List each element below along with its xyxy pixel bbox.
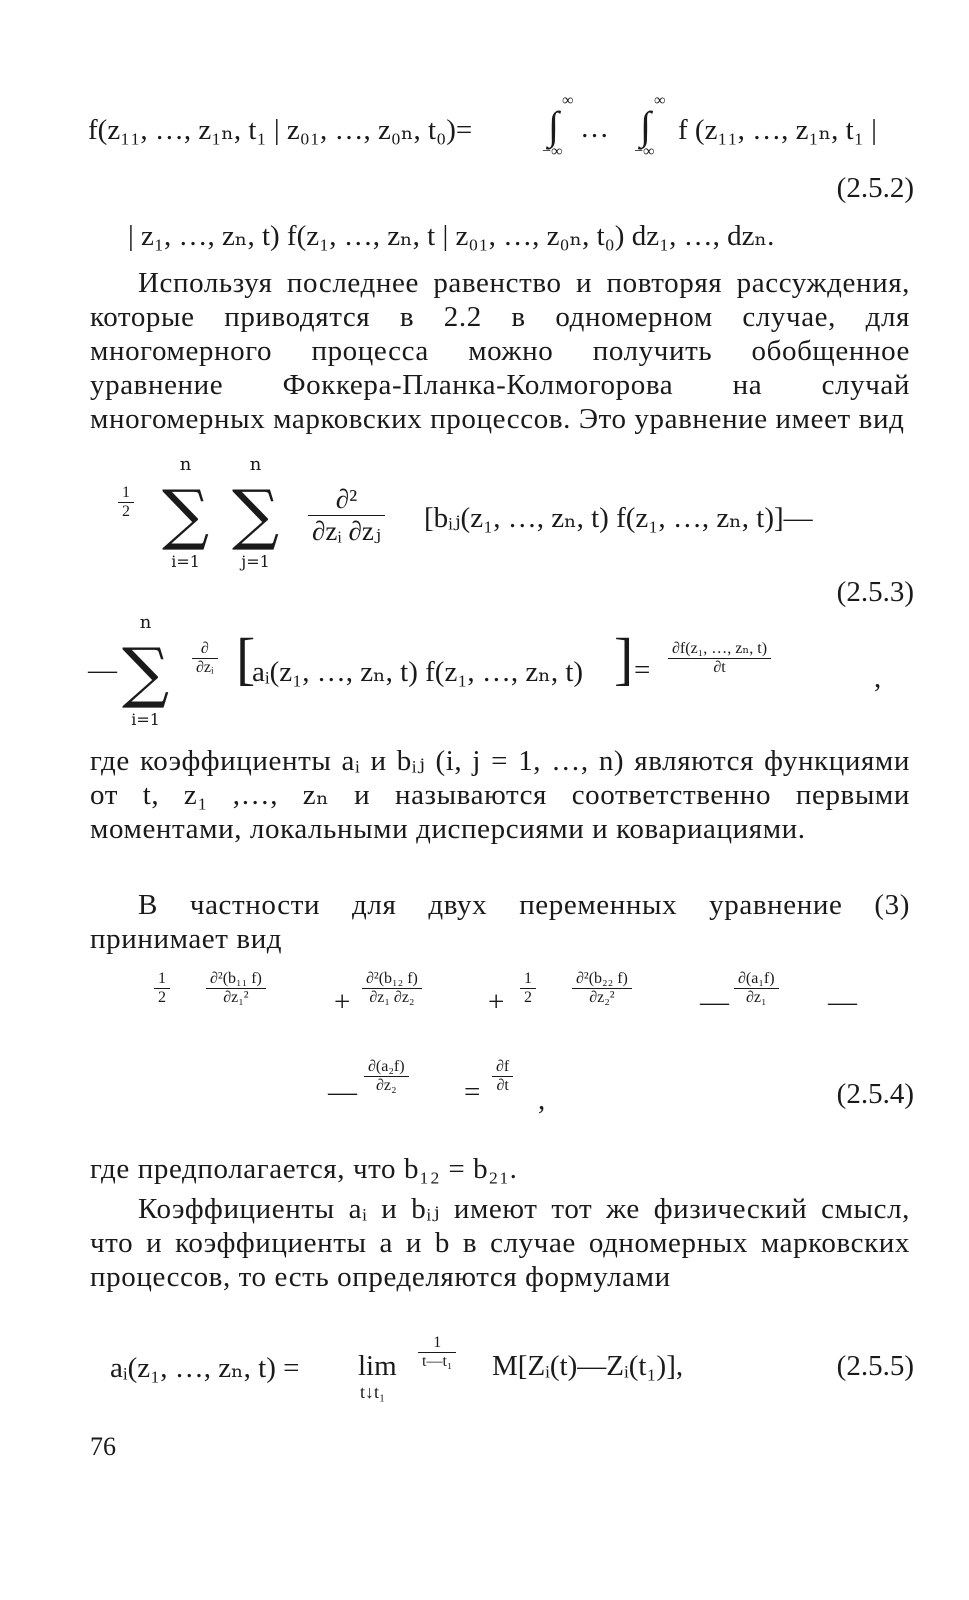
second-derivative [308,484,385,547]
minus-sign: — [88,654,117,686]
fraction-den: ∂zᵢ [196,659,214,676]
fraction-num: ∂(a₁f) [734,970,779,989]
plus-sign: + [334,986,351,1018]
fraction-num: ∂(a₂f) [364,1058,409,1077]
fraction [154,970,170,1007]
fraction-num: ∂f(z₁, …, zₙ, t) [668,638,771,659]
fraction [572,970,632,1007]
fraction [364,1058,409,1095]
equation-2-5-3 [88,454,918,732]
fraction-den: 2 [158,989,166,1006]
fraction-num: 1 [118,484,134,503]
sum-symbol: ∑ n i=1 [122,612,170,729]
fraction [734,970,779,1007]
sum-upper: n [139,612,152,633]
paragraph: Используя последнее равенство и повторяя рассуждения, которые приводятся в 2.2 в одномерном случае, для многомерного процесса можно получить обобщенное уравнение Фоккера-Планка-Колмогорова на случай многомерных марковских процессов. Это уравнение имеет вид [90,267,910,435]
fraction-num: ∂²(b₁₂ f) [362,970,422,989]
fraction [206,970,266,1007]
equation-number: (2.5.2) [836,172,914,204]
fraction-num: 1 [154,970,170,989]
page-number: 76 [90,1432,116,1461]
drift-term: aᵢ(z₁, …, zₙ, t) f(z₁, …, zₙ, t) [252,656,584,688]
right-bracket: ] [614,626,634,691]
fraction-den: ∂t [713,659,726,676]
fraction [492,1058,513,1095]
eq-2-5-2-line2: | z₁, …, zₙ, t) f(z₁, …, zₙ, t | z₀₁, …, z₀ₙ, t₀) dz₁, …, dzₙ. [128,220,775,252]
fraction-den: ∂z₁² [223,989,249,1006]
paragraph: где предполагается, что b₁₂ = b₂₁. [90,1153,518,1185]
fraction-num: 1 [418,1334,456,1353]
integral-upper-2: ∞ [654,92,666,109]
plus-sign: + [488,986,505,1018]
integral-sign-2: ∫ ∞ −∞ [634,92,666,160]
eq-2-5-2-lhs: f(z₁₁, …, z₁ₙ, t₁ | z₀₁, …, z₀ₙ, t₀)= [88,114,473,146]
fraction [418,1334,456,1371]
minus-sign: — [328,1076,357,1108]
fraction-den: ∂z₂ [375,1077,397,1094]
sum-upper: n [179,454,192,475]
diffusion-term: [bᵢⱼ(z₁, …, zₙ, t) f(z₁, …, zₙ, t)]— [424,502,813,534]
paragraph: Коэффициенты aᵢ и bᵢⱼ имеют тот же физический смысл, что и коэффициенты a и b в случае одномерных марковских процессов, то есть определяются формулами [90,1193,910,1293]
fraction-den: ∂z₁ ∂z₂ [369,989,415,1006]
fraction-num: ∂f [492,1058,513,1077]
sum-lower: i=1 [131,710,160,729]
sum-symbol-i: ∑ n i=1 [162,454,210,571]
fraction-den: 2 [524,989,532,1006]
fraction-num: ∂²(b₁₁ f) [206,970,266,989]
minus-sign: — [828,986,857,1018]
fraction [520,970,536,1007]
fraction-num: ∂ [192,640,218,659]
fraction-den: t—t₁ [422,1353,453,1370]
equals-sign: = [464,1076,481,1108]
sum-lower: j=1 [241,552,270,571]
eq-2-5-2-rhs: f (z₁₁, …, z₁ₙ, t₁ | [678,114,877,146]
paragraph: В частности для двух переменных уравнение (3) принимает вид [90,889,910,955]
comma: , [538,1084,546,1116]
integral-lower-2: −∞ [634,143,655,160]
integral-sign: ∫ ∞ −∞ [542,92,574,160]
fraction-den: ∂z₁ [745,989,767,1006]
fraction-num: ∂²(b₂₂ f) [572,970,632,989]
equation-2-5-4 [88,966,918,1136]
equation-number: (2.5.3) [836,576,914,608]
eq-2-5-5-lhs: aᵢ(z₁, …, zₙ, t) = [110,1352,300,1384]
integral-lower: −∞ [542,143,563,160]
fraction [362,970,422,1007]
fraction-den: ∂t [496,1077,509,1094]
equation-number: (2.5.5) [836,1350,914,1382]
equals-sign: = [634,654,651,686]
sum-lower: i=1 [171,552,200,571]
fraction-one-half [118,484,134,521]
minus-sign: — [700,986,729,1018]
fraction-num: 1 [520,970,536,989]
limit: lim [358,1350,397,1382]
fraction-den: ∂z₂² [589,989,615,1006]
fraction-den: ∂zᵢ ∂zⱼ [312,516,381,546]
equation-number: (2.5.4) [836,1078,914,1110]
sum-symbol-j: ∑ n j=1 [232,454,280,571]
integral-dots: … [580,112,609,144]
first-derivative [192,640,218,677]
paragraph: где коэффициенты aᵢ и bᵢⱼ (i, j = 1, …, n) являются функциями от t, z₁ ,…, zₙ и называются соответственно первыми моментами, локальными дисперсиями и ковариациями. [90,745,910,845]
time-derivative [668,638,771,677]
comma: , [874,662,882,694]
equation-2-5-5 [88,1334,918,1414]
fraction-num: ∂² [308,484,385,516]
limit-subscript: t↓t₁ [360,1382,386,1402]
integral-upper: ∞ [562,92,574,109]
left-bracket: [ [236,626,256,691]
sum-upper: n [249,454,262,475]
eq-2-5-5-rhs: M[Zᵢ(t)—Zᵢ(t₁)], [492,1350,684,1382]
fraction-den: 2 [122,503,130,520]
equation-2-5-2 [88,92,918,256]
